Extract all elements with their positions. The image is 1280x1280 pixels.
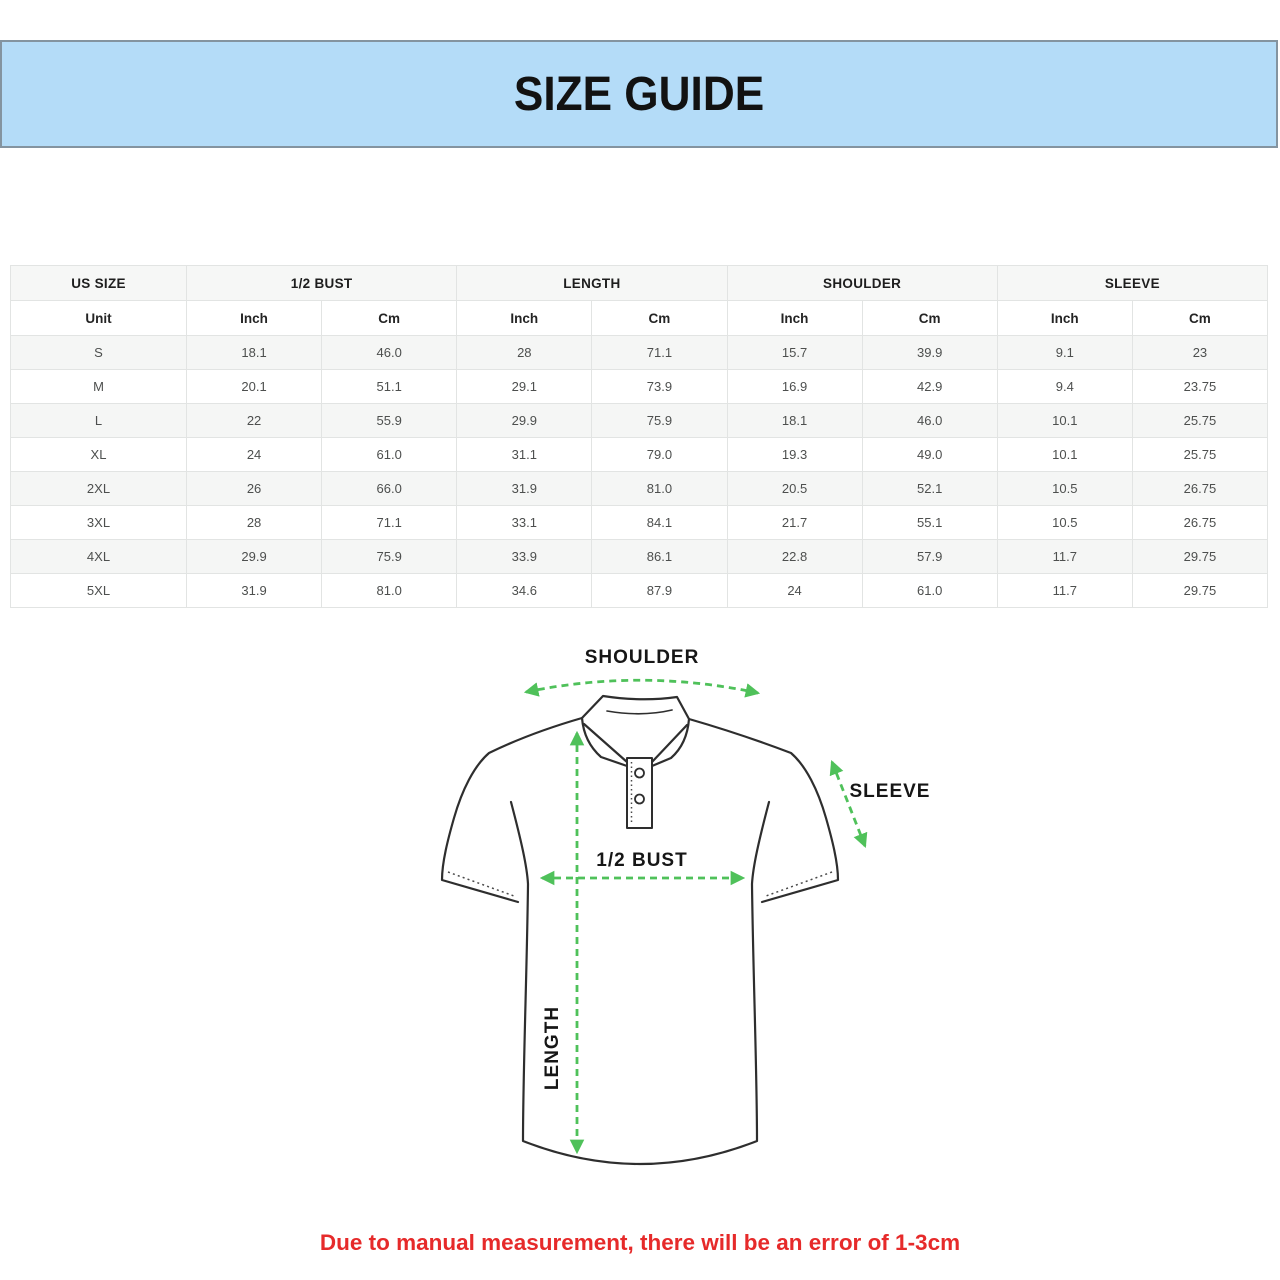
measurement-cell: 75.9 — [322, 540, 457, 574]
measurement-cell: 55.9 — [322, 404, 457, 438]
measurement-cell: 42.9 — [862, 370, 997, 404]
measurement-cell: 28 — [457, 336, 592, 370]
measurement-cell: 71.1 — [592, 336, 727, 370]
measurement-cell: 66.0 — [322, 472, 457, 506]
measurement-cell: 24 — [727, 574, 862, 608]
polo-shirt-diagram — [380, 640, 940, 1200]
column-group-header: LENGTH — [457, 266, 727, 301]
shirt-right-sleeve — [689, 719, 838, 902]
button-bottom — [635, 795, 644, 804]
length-label: LENGTH — [542, 1005, 563, 1091]
unit-header-cell: Inch — [457, 301, 592, 336]
size-chart-body — [11, 336, 1268, 608]
size-label-cell: 5XL — [11, 574, 187, 608]
measurement-cell: 22.8 — [727, 540, 862, 574]
measurement-cell: 22 — [187, 404, 322, 438]
shoulder-measure-arrow — [526, 680, 758, 693]
size-label-cell: 4XL — [11, 540, 187, 574]
measurement-cell: 26.75 — [1132, 472, 1267, 506]
measurement-cell: 23 — [1132, 336, 1267, 370]
size-label-cell: L — [11, 404, 187, 438]
measurement-cell: 33.9 — [457, 540, 592, 574]
unit-header-row — [11, 301, 1268, 336]
bust-label: 1/2 BUST — [596, 850, 688, 871]
size-label-cell: XL — [11, 438, 187, 472]
measurement-cell: 10.5 — [997, 472, 1132, 506]
measurement-cell: 10.1 — [997, 438, 1132, 472]
measurement-cell: 11.7 — [997, 540, 1132, 574]
page-title: SIZE GUIDE — [513, 67, 765, 121]
measurement-cell: 10.1 — [997, 404, 1132, 438]
shirt-collar — [582, 696, 689, 766]
measurement-cell: 10.5 — [997, 506, 1132, 540]
unit-header-cell: Cm — [862, 301, 997, 336]
size-row-L — [11, 404, 1268, 438]
measurement-cell: 86.1 — [592, 540, 727, 574]
measurement-cell: 31.9 — [457, 472, 592, 506]
measurement-cell: 16.9 — [727, 370, 862, 404]
measurement-cell: 21.7 — [727, 506, 862, 540]
measurement-cell: 75.9 — [592, 404, 727, 438]
unit-header-cell: Inch — [187, 301, 322, 336]
measurement-cell: 9.4 — [997, 370, 1132, 404]
measurement-cell: 81.0 — [592, 472, 727, 506]
measurement-cell: 18.1 — [187, 336, 322, 370]
size-chart-header — [11, 266, 1268, 336]
measurement-cell: 19.3 — [727, 438, 862, 472]
shoulder-label: SHOULDER — [584, 647, 700, 668]
unit-header-cell: Cm — [322, 301, 457, 336]
size-guide-banner — [0, 40, 1278, 148]
column-group-header: 1/2 BUST — [187, 266, 457, 301]
button-top — [635, 769, 644, 778]
measurement-cell: 73.9 — [592, 370, 727, 404]
size-label-cell: 2XL — [11, 472, 187, 506]
measurement-cell: 20.5 — [727, 472, 862, 506]
measurement-cell: 25.75 — [1132, 404, 1267, 438]
measurement-note: Due to manual measurement, there will be an error of 1-3cm — [319, 1230, 961, 1255]
size-row-5XL — [11, 574, 1268, 608]
measurement-cell: 20.1 — [187, 370, 322, 404]
measurement-cell: 39.9 — [862, 336, 997, 370]
measurement-cell: 34.6 — [457, 574, 592, 608]
column-group-header: SLEEVE — [997, 266, 1267, 301]
measurement-cell: 87.9 — [592, 574, 727, 608]
measurement-cell: 11.7 — [997, 574, 1132, 608]
size-row-XL — [11, 438, 1268, 472]
size-label-cell: 3XL — [11, 506, 187, 540]
size-label-cell: S — [11, 336, 187, 370]
size-row-M — [11, 370, 1268, 404]
size-row-2XL — [11, 472, 1268, 506]
sleeve-label: SLEEVE — [849, 781, 931, 802]
measurement-cell: 51.1 — [322, 370, 457, 404]
measurement-cell: 81.0 — [322, 574, 457, 608]
measurement-cell: 29.75 — [1132, 540, 1267, 574]
measurement-cell: 31.9 — [187, 574, 322, 608]
unit-header-cell: Cm — [1132, 301, 1267, 336]
measurement-cell: 33.1 — [457, 506, 592, 540]
measurement-cell: 84.1 — [592, 506, 727, 540]
measurement-cell: 9.1 — [997, 336, 1132, 370]
column-group-row — [11, 266, 1268, 301]
size-row-3XL — [11, 506, 1268, 540]
unit-header-cell: Inch — [997, 301, 1132, 336]
measurement-cell: 79.0 — [592, 438, 727, 472]
measurement-cell: 61.0 — [322, 438, 457, 472]
measurement-cell: 46.0 — [862, 404, 997, 438]
measurement-cell: 23.75 — [1132, 370, 1267, 404]
measurement-cell: 29.9 — [457, 404, 592, 438]
measurement-cell: 15.7 — [727, 336, 862, 370]
measurement-cell: 18.1 — [727, 404, 862, 438]
measurement-cell: 25.75 — [1132, 438, 1267, 472]
measurement-cell: 29.1 — [457, 370, 592, 404]
sleeve-measure-arrow — [832, 762, 865, 846]
measurement-cell: 57.9 — [862, 540, 997, 574]
size-row-4XL — [11, 540, 1268, 574]
measurement-cell: 29.75 — [1132, 574, 1267, 608]
size-label-cell: M — [11, 370, 187, 404]
unit-header-cell: Unit — [11, 301, 187, 336]
measurement-cell: 26 — [187, 472, 322, 506]
measurement-cell: 31.1 — [457, 438, 592, 472]
measurement-cell: 55.1 — [862, 506, 997, 540]
measurement-cell: 26.75 — [1132, 506, 1267, 540]
measurement-cell: 46.0 — [322, 336, 457, 370]
measurement-cell: 24 — [187, 438, 322, 472]
measurement-cell: 29.9 — [187, 540, 322, 574]
unit-header-cell: Cm — [592, 301, 727, 336]
measurement-cell: 49.0 — [862, 438, 997, 472]
size-chart-table — [10, 265, 1268, 608]
column-group-header: US SIZE — [11, 266, 187, 301]
measurement-cell: 28 — [187, 506, 322, 540]
column-group-header: SHOULDER — [727, 266, 997, 301]
measurement-cell: 52.1 — [862, 472, 997, 506]
size-row-S — [11, 336, 1268, 370]
measurement-cell: 71.1 — [322, 506, 457, 540]
measurement-cell: 61.0 — [862, 574, 997, 608]
unit-header-cell: Inch — [727, 301, 862, 336]
